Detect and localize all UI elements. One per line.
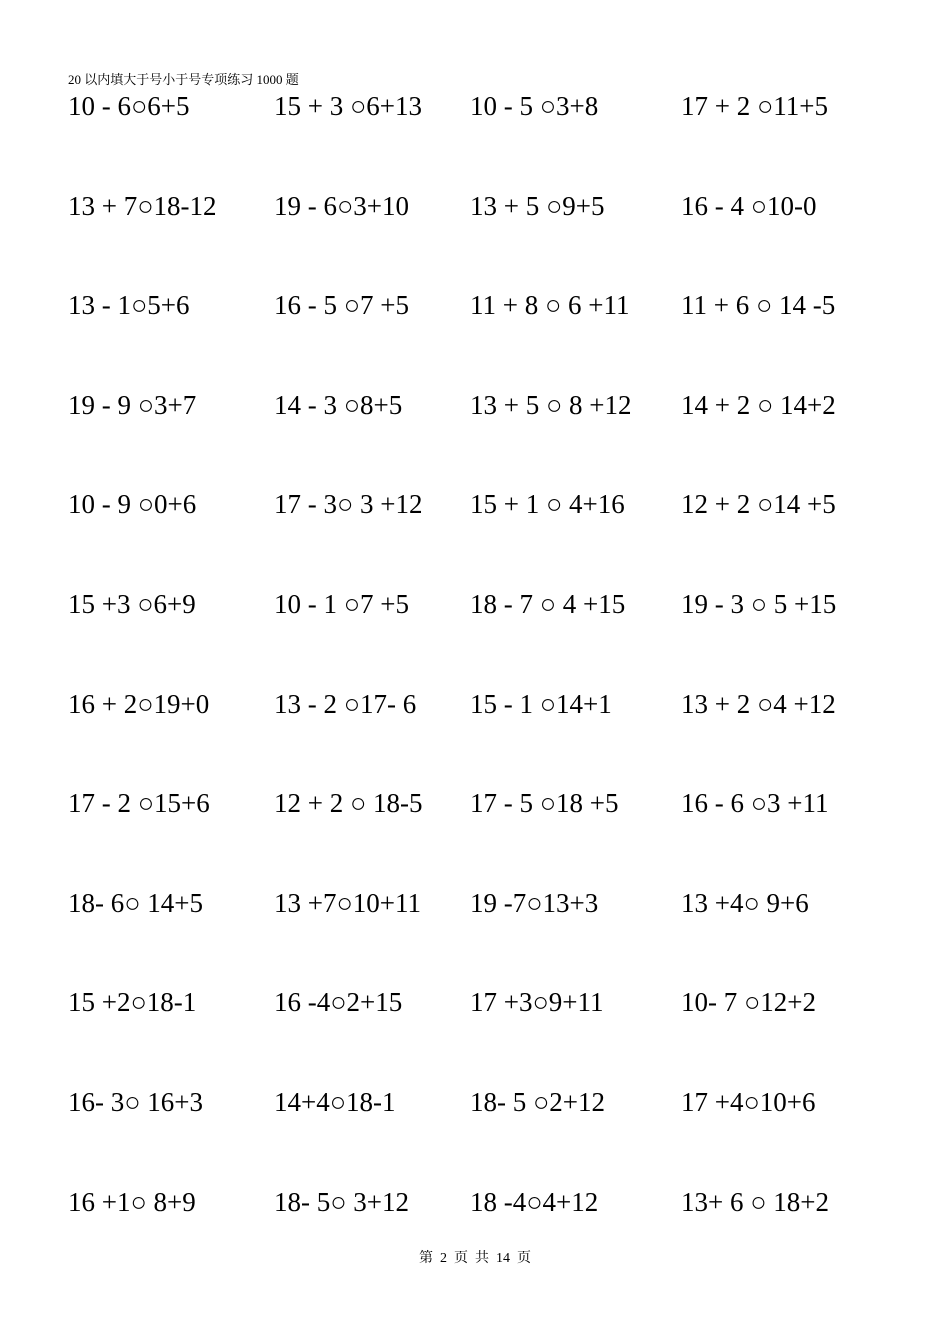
problem: 10 - 6○6+5: [68, 91, 190, 121]
problem: 10 - 5 ○3+8: [470, 91, 599, 121]
problem: 13 + 2 ○4 +12: [681, 688, 836, 719]
problem: 10 - 9 ○0+6: [68, 489, 197, 520]
problem: 16 -4○2+15: [274, 987, 403, 1018]
page-number: 第 2 页 共 14 页: [419, 1251, 531, 1266]
problem: 15 + 1 ○ 4+16: [470, 489, 625, 520]
problem: 13 - 2 ○17- 6: [274, 688, 417, 719]
problem: 13 +7○10+11: [274, 887, 422, 918]
problem: 19 - 9 ○3+7: [68, 389, 197, 420]
problem: 15 + 3 ○6+13: [274, 91, 423, 121]
problem: 16 - 4 ○10-0: [681, 190, 817, 221]
problem: 16 - 5 ○7 +5: [274, 290, 410, 321]
problem: 17 - 2 ○15+6: [68, 788, 210, 819]
problem: 15 +2○18-1: [68, 987, 197, 1018]
problem: 18 -4○4+12: [470, 1186, 599, 1217]
problem: 18 - 7 ○ 4 +15: [470, 588, 626, 619]
problem: 19 -7○13+3: [470, 887, 599, 918]
problem: 18- 5 ○2+12: [470, 1086, 606, 1117]
problem: 13+ 6 ○ 18+2: [681, 1186, 830, 1217]
problem: 19 - 6○3+10: [274, 190, 410, 221]
problem: 17 + 2 ○11+5: [681, 91, 829, 121]
problem: 16 +1○ 8+9: [68, 1186, 196, 1217]
problem: 13 +4○ 9+6: [681, 887, 809, 918]
problem: 10- 7 ○12+2: [681, 987, 817, 1018]
problem: 13 + 5 ○9+5: [470, 190, 605, 221]
problem: 11 + 8 ○ 6 +11: [470, 290, 630, 321]
problem: 18- 6○ 14+5: [68, 887, 204, 918]
problem: 14 + 2 ○ 14+2: [681, 389, 836, 420]
problem: 17 - 5 ○18 +5: [470, 788, 619, 819]
problem: 14+4○18-1: [274, 1086, 396, 1117]
problem: 16 + 2○19+0: [68, 688, 210, 719]
problem: 13 + 5 ○ 8 +12: [470, 389, 632, 420]
problem: 17 +3○9+11: [470, 987, 604, 1018]
problem: 10 - 1 ○7 +5: [274, 588, 410, 619]
problem: 16- 3○ 16+3: [68, 1086, 204, 1117]
problem: 14 - 3 ○8+5: [274, 389, 403, 420]
problem: 13 - 1○5+6: [68, 290, 190, 321]
problem: 19 - 3 ○ 5 +15: [681, 588, 837, 619]
problem: 16 - 6 ○3 +11: [681, 788, 829, 819]
problem-grid: [68, 86, 898, 1281]
problem: 15 +3 ○6+9: [68, 588, 196, 619]
problem: 18- 5○ 3+12: [274, 1186, 410, 1217]
page-title: 20 以内填大于号小于号专项练习 1000 题: [68, 72, 299, 87]
problem: 11 + 6 ○ 14 -5: [681, 290, 836, 321]
problem: 12 + 2 ○ 18-5: [274, 788, 423, 819]
problem: 13 + 7○18-12: [68, 190, 217, 221]
problem: 15 - 1 ○14+1: [470, 688, 612, 719]
problem: 17 +4○10+6: [681, 1086, 816, 1117]
problem: 17 - 3○ 3 +12: [274, 489, 423, 520]
problem: 12 + 2 ○14 +5: [681, 489, 836, 520]
